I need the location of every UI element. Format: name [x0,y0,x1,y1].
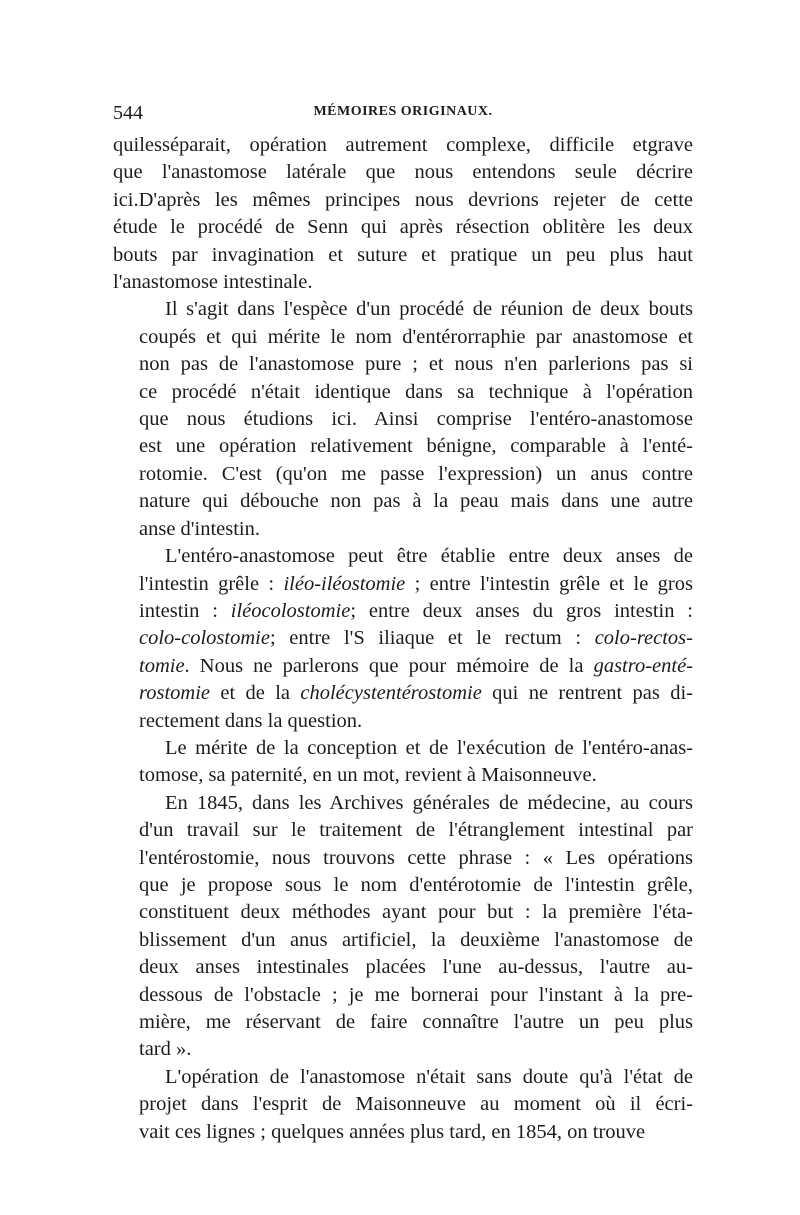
text-run: deux anses intestinales placées l'une au-dessus, l'autre au- [139,956,693,979]
text-line [113,625,693,652]
text-line [113,1091,693,1118]
text-line [113,927,693,954]
italic-term: colo-rectos- [594,627,693,650]
text-run: coupés et qui mérite le nom d'entérorraphie par anastomose et [139,325,693,348]
text-line [113,351,693,378]
text-run: l'anastomose intestinale. [113,271,313,294]
paragraph [113,735,693,790]
italic-term: colo-colostomie [139,627,270,650]
text-run: constituent deux méthodes ayant pour but : la première l'éta- [139,901,693,924]
text-run: ; entre l'S iliaque et le rectum : [269,627,595,650]
text-run: tomose, sa paternité, en un mot, revient à Maisonneuve. [139,764,597,787]
text-run: intestin : [139,599,231,622]
text-run: nature qui débouche non pas à la peau mais dans une autre [139,490,693,513]
text-run: que nous étudions ici. Ainsi comprise l'entéro-anastomose [139,408,693,431]
text-run: et de la [210,682,301,705]
text-line [113,680,693,707]
text-run: non pas de l'anastomose pure ; et nous n'en parlerions pas si [139,353,693,376]
text-line [113,708,693,735]
text-line [113,735,693,762]
text-run: ; entre l'intestin grêle et le gros [405,572,693,595]
paragraph [113,132,693,296]
paragraph [113,296,693,543]
paragraph [113,543,693,735]
text-line [113,488,693,515]
text-line [113,1119,693,1146]
text-line [113,159,693,186]
text-run: quilesséparait, opération autrement complexe, difficile etgrave [113,134,693,156]
text-line [113,324,693,351]
italic-term: tomie [139,654,185,677]
text-run: blissement d'un anus artificiel, la deuxième l'anastomose de [139,928,693,951]
text-run: bouts par invagination et suture et pratique un peu plus haut [113,243,693,266]
text-line [113,982,693,1009]
text-line [113,132,693,159]
text-run: ce procédé n'était identique dans sa technique à l'opération [139,380,693,403]
text-run: dessous de l'obstacle ; je me bornerai pour l'instant à la pre- [139,983,693,1006]
text-line [113,214,693,241]
text-line [113,653,693,680]
text-run: l'entérostomie, nous trouvons cette phrase : « Les opérations [139,846,693,869]
text-line [113,296,693,323]
text-run: étude le procédé de Senn qui après résection oblitère les deux [113,216,693,239]
italic-term: rostomie [139,682,210,705]
text-run: L'opération de l'anastomose n'était sans doute qu'à l'état de [165,1065,693,1088]
text-run: Il s'agit dans l'espèce d'un procédé de réunion de deux bouts [165,298,693,321]
text-run: que je propose sous le nom d'entérotomie de l'intestin grêle, [139,873,693,896]
text-line [113,598,693,625]
text-line [113,954,693,981]
text-line [113,762,693,789]
running-title: MÉMOIRES ORIGINAUX. [313,104,493,119]
document-page [113,98,693,1146]
text-run: anse d'intestin. [139,517,260,540]
italic-term: iléo-iléostomie [283,572,406,595]
text-line [113,543,693,570]
text-run: que l'anastomose latérale que nous entendons seule décrire [113,161,693,184]
text-line [113,433,693,460]
text-line [113,187,693,214]
text-line [113,242,693,269]
text-line [113,461,693,488]
page-number: 544 [113,102,143,124]
text-line [113,406,693,433]
text-line [113,1036,693,1063]
text-line [113,872,693,899]
body-text [113,132,693,1146]
paragraph [113,790,693,1064]
text-run: l'intestin grêle : [139,572,284,595]
text-run: vait ces lignes ; quelques années plus tard, en 1854, on trouve [139,1120,646,1143]
text-line [113,516,693,543]
text-run: Le mérite de la conception et de l'exécution de l'entéro-anas- [165,736,693,759]
page-header [113,98,693,132]
text-line [113,845,693,872]
text-run: rotomie. C'est (qu'on me passe l'expression) un anus contre [139,462,693,485]
text-line [113,1009,693,1036]
text-run: tard ». [139,1038,192,1061]
text-run: projet dans l'esprit de Maisonneuve au moment où il écri- [139,1093,693,1116]
text-run: L'entéro-anastomose peut être établie entre deux anses de [165,545,693,568]
text-line [113,817,693,844]
text-run: rectement dans la question. [139,709,363,732]
text-run: ici.D'après les mêmes principes nous devrions rejeter de cette [113,188,693,211]
text-line [113,379,693,406]
paragraph [113,1064,693,1146]
italic-term: cholécystentérostomie [300,682,482,705]
text-run: En 1845, dans les Archives générales de médecine, au cours [165,791,693,814]
italic-term: gastro-enté- [593,654,693,677]
text-run: est une opération relativement bénigne, comparable à l'enté- [139,435,693,458]
text-line [113,571,693,598]
text-run: d'un travail sur le traitement de l'étranglement intestinal par [139,819,693,842]
text-run: qui ne rentrent pas di- [481,682,693,705]
text-run: ; entre deux anses du gros intestin : [350,599,693,622]
text-line [113,790,693,817]
text-run: mière, me réservant de faire connaître l'autre un peu plus [139,1011,693,1033]
text-line [113,269,693,296]
text-run: . Nous ne parlerons que pour mémoire de la [184,654,594,677]
text-line [113,899,693,926]
italic-term: iléocolostomie [230,599,351,622]
text-line [113,1064,693,1091]
